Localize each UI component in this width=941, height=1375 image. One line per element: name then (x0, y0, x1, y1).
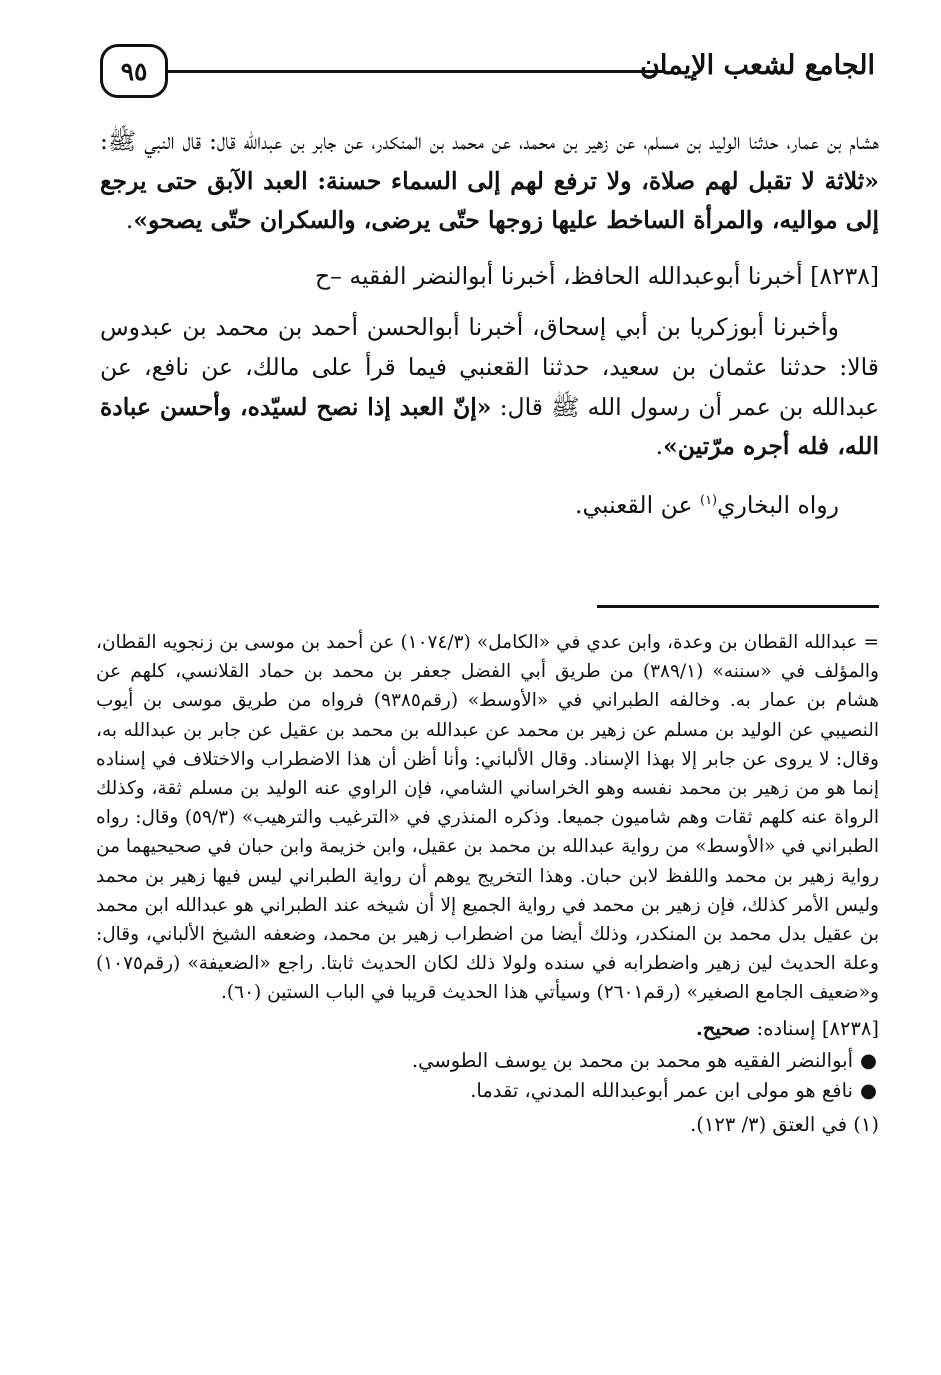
isnad-text: هشام بن عمار، حدثنا الوليد بن مسلم، عن زهير بن محمد، عن محمد بن المنكدر، عن جابر بن عبدالله قال: قال النبي ﷺ: (100, 127, 879, 155)
footnotes (96, 628, 879, 1140)
running-header (100, 44, 875, 108)
hadith-matn: «ثلاثة لا تقبل لهم صلاة، ولا ترفع لهم إلى السماء حسنة: العبد الآبق حتى يرجع إلى مواليه، والمرأة الساخط عليها زوجها حتّى يرضى، والسكران حتّى يصحو» (100, 166, 879, 235)
list-item (96, 1076, 877, 1106)
isnad-grade: صحيح. (696, 1016, 751, 1040)
hadith-8238-body (100, 308, 879, 466)
takhrij-source: رواه البخاري (717, 490, 839, 519)
period: . (655, 432, 664, 461)
list-item (96, 1046, 877, 1076)
footnote-marker: (١) (699, 492, 718, 508)
hadith-8238-heading: [٨٢٣٨] أخبرنا أبوعبدالله الحافظ، أخبرنا أبوالنضر الفقيه –ح (314, 261, 879, 290)
note-text: نافع هو مولى ابن عمر أبوعبدالله المدني، تقدما. (470, 1078, 853, 1102)
period: . (125, 206, 134, 235)
takhrij-rest: عن القعنبي. (574, 490, 700, 519)
hadith-8237-continuation (100, 122, 879, 241)
note-text: أبوالنضر الفقيه هو محمد بن محمد بن يوسف الطوسي. (411, 1048, 853, 1072)
isnad-number: [٨٢٣٨] إسناده: (750, 1016, 879, 1040)
hadith-matn: «إنّ العبد إذا نصح لسيّده، وأحسن عبادة الله، فله أجره مرّتين» (100, 392, 879, 461)
narrator-notes (96, 1046, 879, 1106)
footnote-1: (١) في العتق (٣/ ١٢٣). (690, 1112, 879, 1136)
footnote-separator (597, 605, 879, 608)
bullet-icon: ● (859, 1078, 877, 1102)
bullet-icon: ● (859, 1048, 877, 1072)
takhrij-line (100, 481, 879, 525)
book-title: الجامع لشعب الإيمان (640, 50, 875, 81)
isnad-grade-line (96, 1014, 879, 1044)
footnote-continuation: = عبدالله القطان بن وعدة، وابن عدي في «الكامل» (١٠٧٤/٣) عن أحمد بن موسى بن زنجويه القطان، والمؤلف في «سننه» (٣٨٩/١) من طريق أبي الفضل جعفر بن محمد بن حماد القلانسي، كلهم عن هشام بن عمار به. وخالفه الطبراني في «الأوسط» (رقم٩٣٨٥) فرواه من طريق موسى بن أيوب النصيبي عن الوليد بن مسلم عن زهير بن محمد عن عبدالله بن محمد بن عقيل عن جابر بن عبدالله به، وقال: لا يروى عن جابر إلا بهذا الإسناد. وقال الألباني: وأنا أظن أن هذا الاضطراب والاختلاف في إسناده إنما هو من زهير بن محمد نفسه وهو الخراساني الشامي، فإن الراوي عنه الوليد بن مسلم ثقة، وكذلك الرواة عنه كلهم ثقات وهم شاميون جميعا. وذكره المنذري في «الترغيب والترهيب» (٥٩/٣) وقال: رواه الطبراني في «الأوسط» من رواية عبدالله بن محمد بن عقيل، وابن خزيمة وابن حبان في صحيحيهما من رواية زهير بن محمد واللفظ لابن حبان. وهذا التخريج يوهم أن رواية الطبراني ليس فيها زهير بن محمد وليس الأمر كذلك، فإن زهير بن محمد في رواية الجميع إلا أن شيخه عند الطبراني هو عبدالله ابن محمد بن عقيل بدل محمد بن المنكدر، وذلك أيضا من اضطراب زهير بن محمد، وضعفه الشيخ الألباني، وقال: وعلة الحديث لين زهير واضطرابه في سنده ولولا ذلك لكان الحديث ثابتا. راجع «الضعيفة» (رقم١٠٧٥) و«ضعيف الجامع الصغير» (رقم٢٦٠١) وسيأتي هذا الحديث قريبا في الباب الستين (٦٠). (96, 632, 879, 1004)
main-text (100, 122, 879, 525)
page-number: ٩٥ (100, 44, 168, 98)
isnad-text: وأخبرنا أبوزكريا بن أبي إسحاق، أخبرنا أبوالحسن أحمد بن محمد بن عبدوس قالا: حدثنا عثمان بن سعيد، حدثنا القعنبي فيما قرأ على مالك، عن نافع، عن عبدالله بن عمر أن رسول الله ﷺ قال: (100, 313, 879, 421)
header-rule (166, 70, 665, 73)
